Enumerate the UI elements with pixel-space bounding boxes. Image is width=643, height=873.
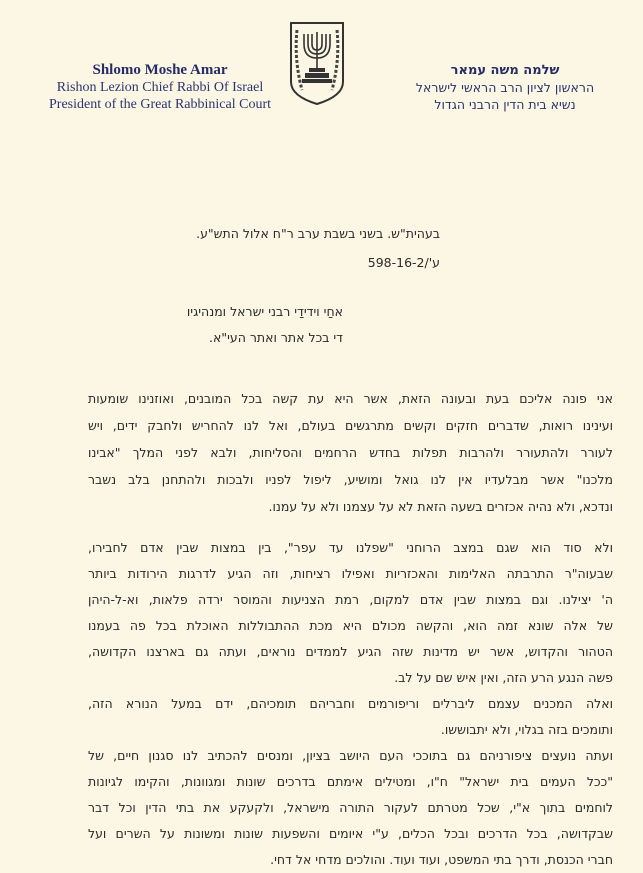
- text-line: ונדכא, ולא נהיה אכזרים בשעה הזאת לא על עצמנו ולא על עמנו.: [268, 499, 613, 514]
- text-line: אני פונה אליכם בעת ובעונה הזאת, אשר היא עת קשה בכל המובנים, ואוזנינו שומעות: [88, 391, 613, 406]
- paragraph-1: [88, 385, 613, 520]
- sender-title2-hebrew: נשיא בית הדין הרבני הגדול: [434, 97, 576, 112]
- reference-number: ע'/598-16-2: [367, 255, 440, 270]
- salutation-line: די בכל אתר ואתר העי"א.: [209, 330, 343, 345]
- sender-name-english: Shlomo Moshe Amar: [92, 62, 228, 78]
- letter-date: בעהית"ש. בשני בשבת ערב ר"ח אלול התש"ע.: [196, 226, 440, 241]
- text-line: מלכנו" אשר מבלעדיו אין לנו גואל ומושיע, ליפול לפניו ולבכות ולהתחנן בלב נשבר: [88, 472, 613, 487]
- text-line: פשה הנגע הרע הזה, ואין איש שם על לב.: [394, 670, 613, 685]
- paragraph-2: [88, 535, 613, 873]
- sender-name-hebrew: שלמה משה עמאר: [450, 63, 560, 78]
- text-line: של אלה שונא זמה הוא, והקשה מכולם היא מכת ההתבוללות האוכלת בכל פה בעמנו: [88, 618, 613, 633]
- text-line: לעורר ולהתעורר ולהרבות תפלות בחדש הרחמים והסליחות, ולבא לפני המלך "אבינו: [88, 445, 613, 460]
- text-line: שבעוה"ר התרבתה האלימות והאכזריות ואפילו רציחות, וזה הגיע לדרגות הירודות ביותר: [88, 566, 613, 581]
- text-line: ועתה נועצים ציפורניהם גם בתוככי העם היושב בציון, ומנסים להכתיב לנו סגנון חיים, של: [88, 748, 613, 763]
- sender-title2-english: President of the Great Rabbinical Court: [49, 97, 271, 112]
- english-letterhead: [10, 62, 310, 113]
- text-line: הטהור והקדוש, אשר יש מדינות שזה הגיע לממדים נוראים, ועתה גם בארצנו הקדושה,: [88, 644, 613, 659]
- text-line: ה' יצילנו. וגם במצות שבין אדם למקום, רמת הצניעות והמוסר ירדה פלאות, וא-ל-היהן: [88, 592, 613, 607]
- text-line: לוחמים בתוך א"י, שכל מטרתם לעקור התורה מישראל, ולקעקע את בתי הדין וכל דבר: [88, 800, 613, 815]
- menorah-emblem-icon: [288, 20, 346, 106]
- text-line: חברי הכנסת, ודרך בתי המשפט, ועוד ועוד. והולכים מדחי אל דחי.: [270, 852, 613, 867]
- sender-title-english: Rishon Lezion Chief Rabbi Of Israel: [56, 80, 264, 95]
- text-line: ותומכים בזה בגלוי, ולא יתבוששו.: [440, 722, 613, 737]
- text-line: ועינינו רואות, שדברים חזקים וקשים מתרגשים בעולם, ואל לנו להחריש ולחבק ידים, ויש: [88, 418, 613, 433]
- text-line: שבקדושה, בכל הדרכים ובכל הכלים, ע"י איומים והשפעות שונות ומשונות על השרים ועל: [88, 826, 613, 841]
- salutation-line: אחַי וידידַי רבני ישראל ומנהיגיו: [186, 304, 343, 319]
- sender-title-hebrew: הראשון לציון הרב הראשי לישראל: [415, 80, 595, 95]
- text-line: "ככל העמים בית ישראל" ח"ו, ומטילים אימתם בדרכים שונות ומגוונות, והקימו לגיונות: [88, 774, 613, 789]
- text-line: ולא סוד הוא שגם במצב הרוחני "שפלנו עד עפר", בין במצות שבין אדם לחבירו,: [88, 540, 613, 555]
- hebrew-letterhead: [390, 62, 620, 113]
- text-line: ואלה המכנים עצמם ליברלים וריפורמים וחבריהם תומכיהם, ידם במעל הנורא הזה,: [88, 696, 613, 711]
